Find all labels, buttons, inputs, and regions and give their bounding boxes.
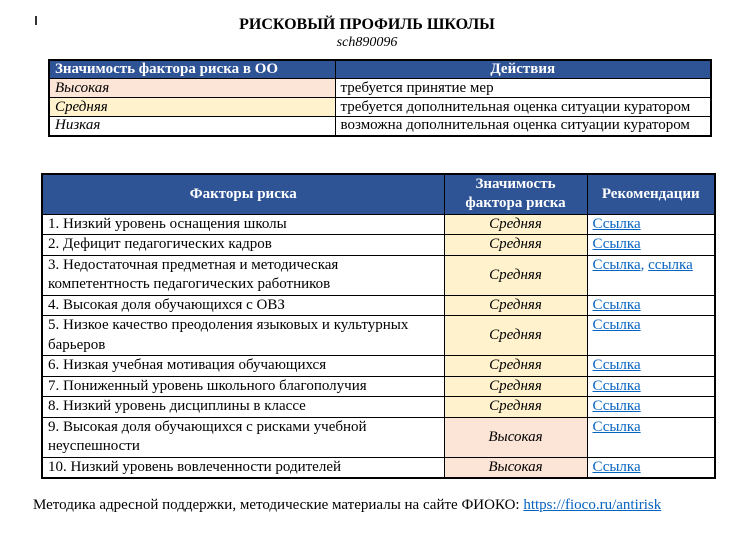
recommendation-link[interactable]: Ссылка	[592, 236, 641, 253]
legend-row	[49, 117, 711, 136]
risk-factor: 2. Дефицит педагогических кадров	[42, 235, 444, 256]
risk-factor: 5. Низкое качество преодоления языковых и культурных барьеров	[42, 316, 444, 356]
risk-factor: 7. Пониженный уровень школьного благополучия	[42, 376, 444, 397]
recommendation-link[interactable]: Ссылка	[592, 215, 641, 232]
school-id: sch890096	[336, 35, 398, 51]
risk-factor: 1. Низкий уровень оснащения школы	[42, 214, 444, 235]
risk-row	[42, 316, 715, 356]
risk-significance-cell: Средняя	[444, 235, 587, 256]
legend-level-medium: Средняя	[49, 98, 335, 117]
risk-factor: 6. Низкая учебная мотивация обучающихся	[42, 356, 444, 377]
recommendation-link[interactable]: Ссылка	[592, 317, 641, 334]
risk-header-row	[42, 174, 715, 215]
risk-significance-cell: Средняя	[444, 397, 587, 418]
risk-significance-cell: Средняя	[444, 295, 587, 316]
risk-significance-cell: Средняя	[444, 316, 587, 356]
risk-factor: 4. Высокая доля обучающихся с ОВЗ	[42, 295, 444, 316]
risk-row	[42, 295, 715, 316]
recommendation-link[interactable]: Ссылка	[592, 357, 641, 374]
risk-factor: 10. Низкий уровень вовлеченности родителей	[42, 457, 444, 478]
page-edge-artifact	[35, 16, 37, 25]
page-title: РИСКОВЫЙ ПРОФИЛЬ ШКОЛЫ	[239, 16, 495, 33]
risk-row	[42, 255, 715, 295]
risk-significance-cell: Средняя	[444, 356, 587, 377]
recommendation-link[interactable]: ссылка	[648, 256, 693, 273]
risk-significance-cell: Высокая	[444, 417, 587, 457]
recommendation-link[interactable]: Ссылка	[592, 398, 641, 415]
footer-note	[33, 497, 734, 514]
legend-header-actions: Действия	[335, 60, 711, 79]
risk-row	[42, 235, 715, 256]
legend-action-high: требуется принятие мер	[335, 79, 711, 98]
legend-header-significance: Значимость фактора риска в ОО	[49, 60, 335, 79]
risk-row	[42, 397, 715, 418]
risk-row	[42, 376, 715, 397]
legend-row	[49, 79, 711, 98]
recommendation-link[interactable]: Ссылка	[592, 256, 641, 273]
link-separator: ,	[640, 256, 649, 273]
recommendation-link[interactable]: Ссылка	[592, 458, 641, 475]
risk-header-recommendations: Рекомендации	[587, 174, 715, 215]
risk-row	[42, 356, 715, 377]
legend-action-medium: требуется дополнительная оценка ситуации куратором	[335, 98, 711, 117]
risk-table	[41, 173, 716, 480]
legend-row	[49, 98, 711, 117]
risk-header-factors: Факторы риска	[42, 174, 444, 215]
legend-level-low: Низкая	[49, 117, 335, 136]
risk-significance-cell: Средняя	[444, 376, 587, 397]
footer-link[interactable]: https://fioco.ru/antirisk	[523, 497, 662, 514]
risk-significance-cell: Средняя	[444, 214, 587, 235]
risk-row	[42, 457, 715, 478]
recommendation-link[interactable]: Ссылка	[592, 296, 641, 313]
risk-significance-cell: Высокая	[444, 457, 587, 478]
legend-table	[48, 59, 712, 137]
risk-factor: 3. Недостаточная предметная и методическая компетентность педагогических работников	[42, 255, 444, 295]
risk-factor: 8. Низкий уровень дисциплины в классе	[42, 397, 444, 418]
footer-text: Методика адресной поддержки, методические материалы на сайте ФИОКО:	[33, 497, 524, 514]
risk-header-significance: Значимость фактора риска	[444, 174, 587, 215]
risk-factor: 9. Высокая доля обучающихся с рисками учебной неуспешности	[42, 417, 444, 457]
recommendation-link[interactable]: Ссылка	[592, 377, 641, 394]
risk-row	[42, 417, 715, 457]
legend-header-row	[49, 60, 711, 79]
legend-level-high: Высокая	[49, 79, 335, 98]
recommendation-link[interactable]: Ссылка	[592, 418, 641, 435]
risk-row	[42, 214, 715, 235]
legend-action-low: возможна дополнительная оценка ситуации куратором	[335, 117, 711, 136]
risk-significance-cell: Средняя	[444, 255, 587, 295]
